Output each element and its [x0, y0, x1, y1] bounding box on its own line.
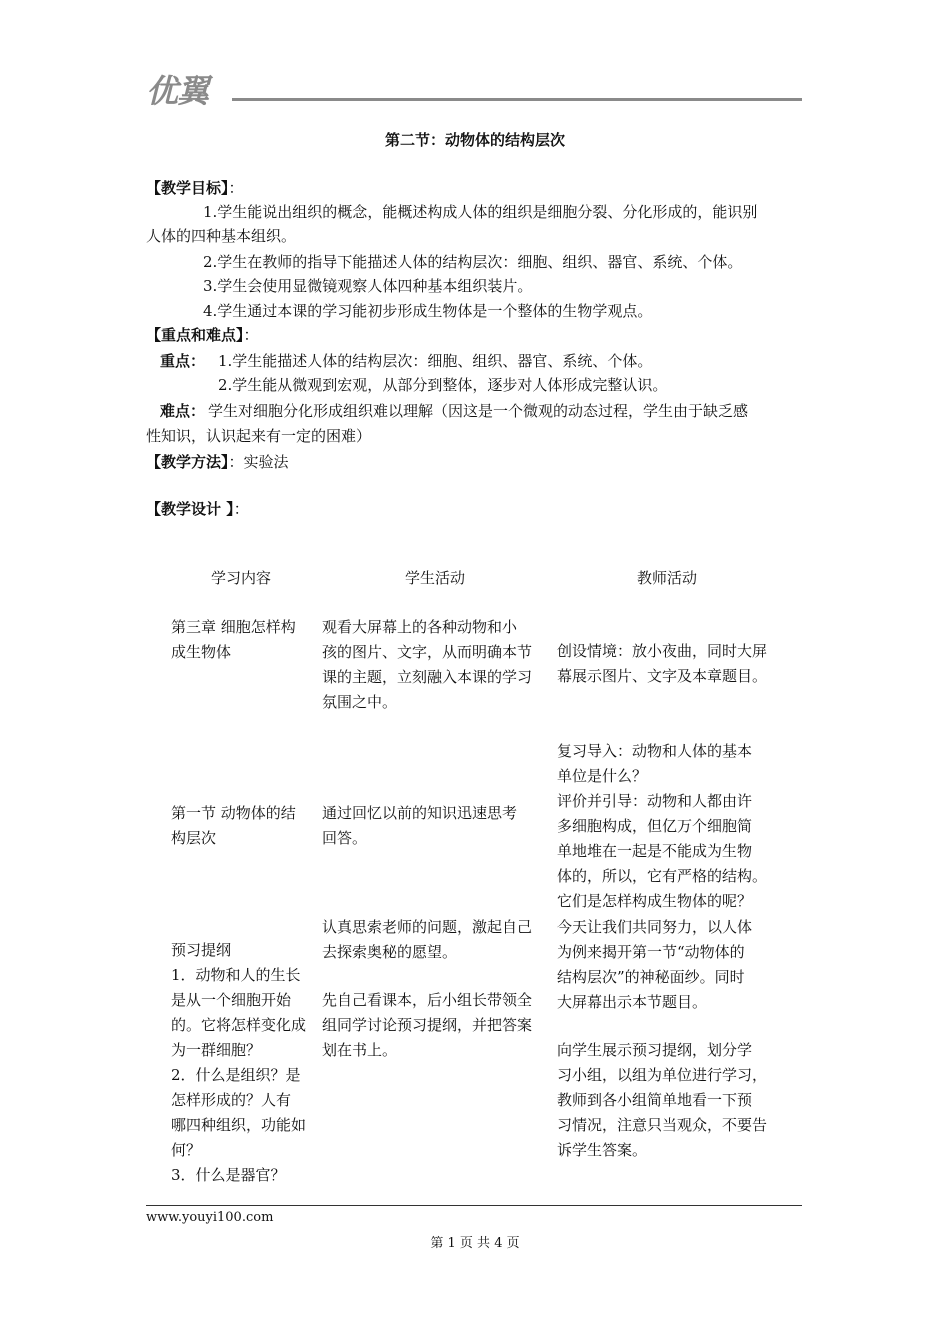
student-cell	[322, 988, 532, 1063]
teacher-cell	[557, 1038, 767, 1163]
footer-url[interactable]: www.youyi100.com	[146, 1210, 274, 1225]
teacher-line: 单位是什么？	[557, 767, 648, 785]
keypoints-heading	[146, 324, 259, 345]
student-line: 孩的图片、文字，从而明确本节	[322, 643, 533, 661]
teacher-line: 结构层次”的神秘面纱。同时	[557, 968, 745, 986]
student-line: 划在书上。	[322, 1041, 398, 1059]
content-cell	[171, 801, 296, 851]
teacher-line: 体的，所以，它有严格的结构。	[557, 867, 768, 885]
method-heading	[146, 451, 289, 472]
method-heading-suffix: ：实验法	[228, 453, 289, 471]
column-header-teacher: 教师活动	[637, 569, 698, 587]
student-line: 认真思索老师的问题，激起自己	[322, 918, 533, 936]
teacher-line: 创设情境：放小夜曲，同时大屏	[557, 642, 768, 660]
student-cell	[322, 915, 532, 965]
content-line: 成生物体	[171, 643, 232, 661]
objectives-heading-text: 【教学目标】	[146, 179, 229, 197]
teacher-cell	[557, 915, 752, 1015]
column-header-student: 学生活动	[405, 569, 466, 587]
difficulty-line: 性知识，认识起来有一定的困难）	[146, 427, 372, 445]
content-cell	[171, 938, 306, 1188]
difficulty-label: 难点：	[160, 402, 206, 420]
content-line: 哪四种组织，功能如	[171, 1116, 307, 1134]
teacher-line: 多细胞构成，但亿万个细胞简	[557, 817, 753, 835]
student-line: 回答。	[322, 829, 368, 847]
student-cell	[322, 615, 532, 715]
content-line: 是从一个细胞开始	[171, 991, 292, 1009]
teacher-cell	[557, 639, 767, 689]
student-line: 通过回忆以前的知识迅速思考	[322, 804, 518, 822]
logo: 优翼	[146, 72, 209, 110]
teacher-line: 大屏幕出示本节题目。	[557, 993, 708, 1011]
content-line: 1．动物和人的生长	[171, 966, 301, 984]
student-line: 去探索奥秘的愿望。	[322, 943, 458, 961]
difficulty-line: 学生对细胞分化形成组织难以理解（因这是一个微观的动态过程，学生由于缺乏感	[208, 402, 749, 420]
objective-line: 2.学生在教师的指导下能描述人体的结构层次：细胞、组织、器官、系统、个体。	[203, 253, 743, 271]
content-line: 第一节 动物体的结	[171, 804, 296, 822]
content-line: 第三章 细胞怎样构	[171, 618, 296, 636]
keypoints-heading-text: 【重点和难点】	[146, 326, 244, 344]
footer-rule	[146, 1205, 802, 1206]
objective-line: 4.学生通过本课的学习能初步形成生物体是一个整体的生物学观点。	[203, 302, 653, 320]
student-line: 观看大屏幕上的各种动物和小	[322, 618, 518, 636]
content-line: 何？	[171, 1141, 202, 1159]
student-line: 氛围之中。	[322, 693, 398, 711]
teacher-line: 复习导入：动物和人体的基本	[557, 742, 753, 760]
keypoints-heading-suffix: ：	[243, 326, 259, 344]
content-line: 的。它将怎样变化成	[171, 1016, 307, 1034]
key-point-line: 1.学生能描述人体的结构层次：细胞、组织、器官、系统、个体。	[218, 352, 653, 370]
student-line: 先自己看课本，后小组长带领全	[322, 991, 533, 1009]
content-line: 构层次	[171, 829, 217, 847]
header-rule	[232, 98, 802, 101]
teacher-line: 为例来揭开第一节“动物体的	[557, 943, 745, 961]
content-line: 2．什么是组织？是	[171, 1066, 301, 1084]
teacher-line: 诉学生答案。	[557, 1141, 648, 1159]
design-heading	[146, 498, 249, 519]
objectives-heading-suffix: ：	[228, 179, 244, 197]
student-line: 组同学讨论预习提纲，并把答案	[322, 1016, 533, 1034]
teacher-line: 向学生展示预习提纲，划分学	[557, 1041, 753, 1059]
teacher-line: 幕展示图片、文字及本章题目。	[557, 667, 768, 685]
student-line: 课的主题，立刻融入本课的学习	[322, 668, 533, 686]
content-line: 怎样形成的？人有	[171, 1091, 292, 1109]
teacher-line: 教师到各小组简单地看一下预	[557, 1091, 753, 1109]
key-point-line: 2.学生能从微观到宏观，从部分到整体，逐步对人体形成完整认识。	[218, 376, 668, 394]
content-line: 3．什么是器官？	[171, 1166, 286, 1184]
design-heading-text: 【教学设计 】	[146, 500, 234, 518]
page-title: 第二节：动物体的结构层次	[384, 131, 565, 149]
method-heading-text: 【教学方法】	[146, 453, 229, 471]
objective-line: 3.学生会使用显微镜观察人体四种基本组织装片。	[203, 277, 533, 295]
teacher-line: 单地堆在一起是不能成为生物	[557, 842, 753, 860]
teacher-line: 习情况，注意只当观众，不要告	[557, 1116, 768, 1134]
objective-line: 人体的四种基本组织。	[146, 227, 297, 245]
student-cell	[322, 801, 517, 851]
content-line: 预习提纲	[171, 941, 232, 959]
teacher-line: 习小组，以组为单位进行学习，	[557, 1066, 768, 1084]
teacher-line: 它们是怎样构成生物体的呢？	[557, 892, 753, 910]
design-heading-suffix: ：	[233, 500, 249, 518]
content-line: 为一群细胞？	[171, 1041, 262, 1059]
objective-line: 1.学生能说出组织的概念，能概述构成人体的组织是细胞分裂、分化形成的，能识别	[203, 203, 758, 221]
teacher-cell	[557, 739, 767, 914]
column-header-content: 学习内容	[211, 569, 272, 587]
teacher-line: 评价并引导：动物和人都由许	[557, 792, 753, 810]
key-label: 重点：	[160, 352, 206, 370]
page-number: 第 1 页 共 4 页	[430, 1236, 520, 1251]
teacher-line: 今天让我们共同努力，以人体	[557, 918, 753, 936]
content-cell	[171, 615, 296, 665]
objectives-heading	[146, 177, 244, 198]
